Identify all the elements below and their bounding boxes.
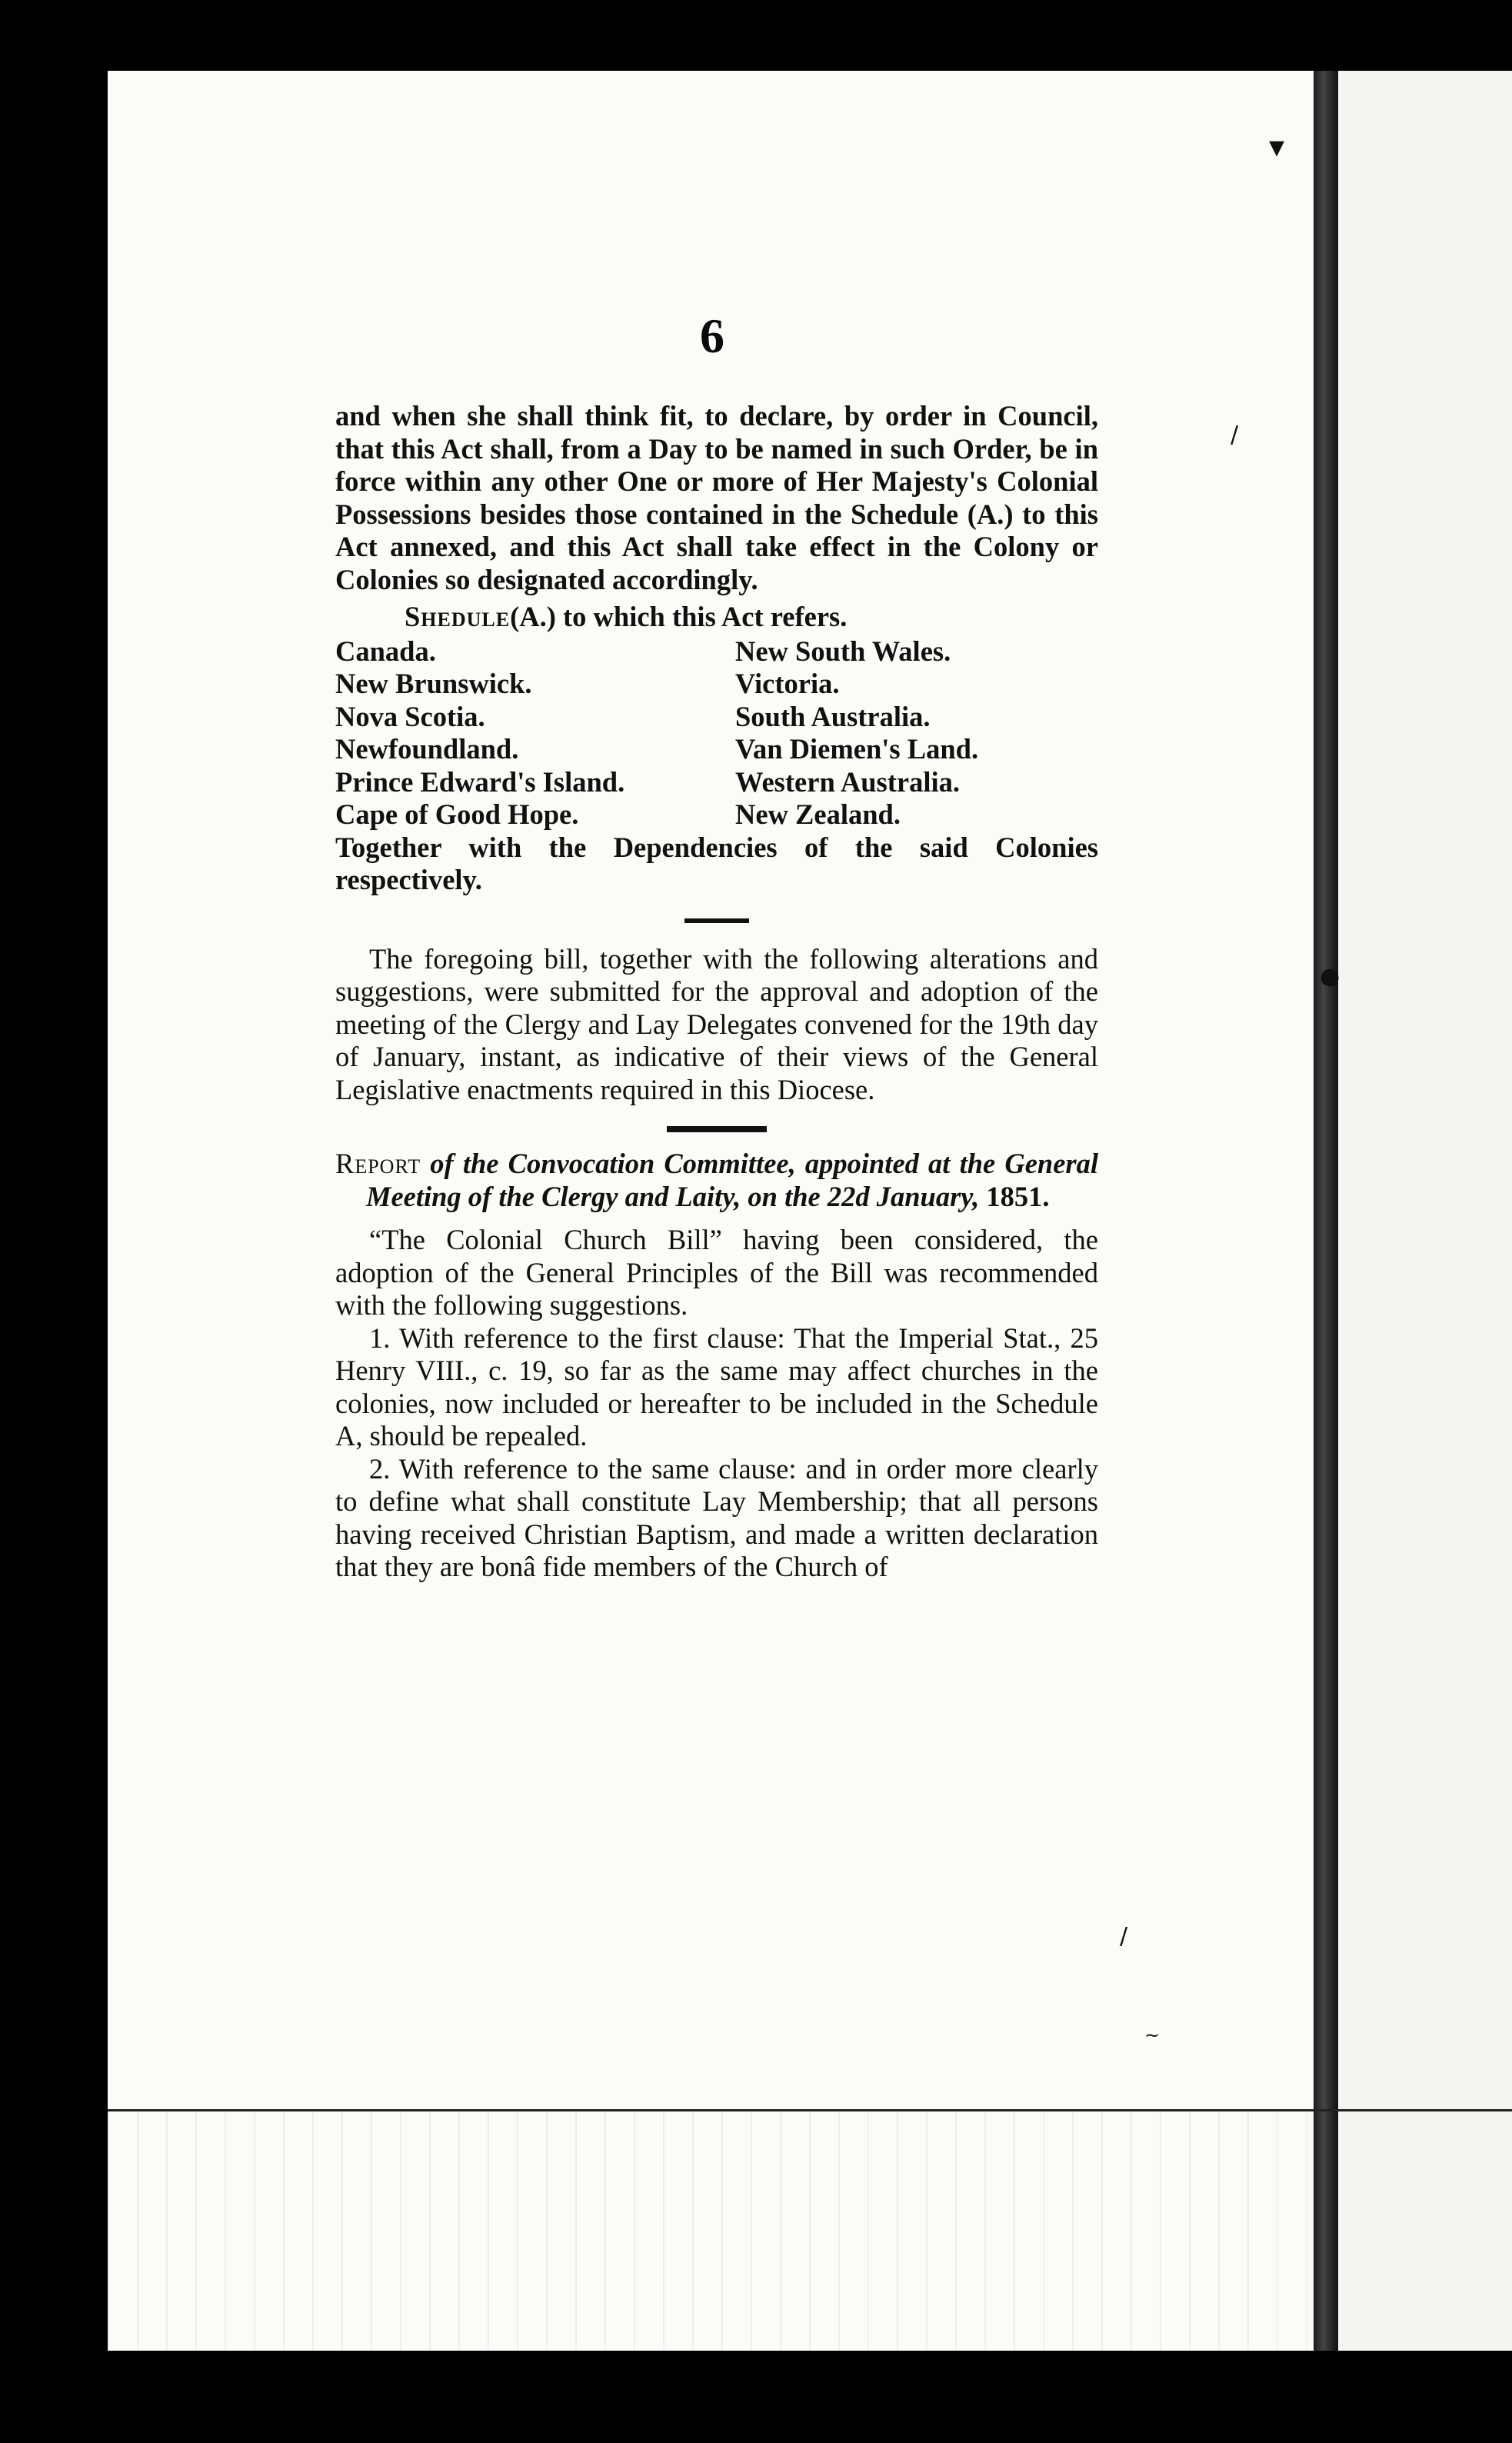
- scan-speck: /: [1231, 422, 1239, 448]
- item-2-paragraph: 2. With reference to the same clause: and in order more clearly to define what shall constitute Lay Membership; that all persons having received Christian Baptism, and made a written declaration that they are bonâ fide members of the Church of: [335, 1452, 1098, 1582]
- schedule-item: South Australia.: [735, 700, 931, 732]
- schedule-item: Nova Scotia.: [335, 700, 485, 732]
- continuation-paragraph: and when she shall think fit, to declare, by order in Council, that this Act shall, from a Day to be named in such Order, be in force within any other One or more of Her Majesty's Colonial Possessions besides those contained in the Schedule (A.) to this Act annexed, and this Act shall take effect in the Colony or Colonies so designated accordingly.: [335, 400, 1098, 595]
- page-text: [335, 400, 1098, 1584]
- schedule-item: Victoria.: [735, 668, 840, 699]
- page-number: 6: [700, 308, 724, 363]
- schedule-item: Canada.: [335, 635, 436, 667]
- schedule-heading: [405, 601, 1098, 634]
- scan-speck: ▾: [1269, 129, 1285, 165]
- schedule-item: New South Wales.: [735, 635, 951, 667]
- report-heading-text: of the Convocation Committee, appointed at the General Meeting of the Clergy and Laity, on the 22d January,: [366, 1148, 1099, 1212]
- adjacent-page-edge: [1338, 71, 1512, 2351]
- schedule-heading-rest: (A.) to which this Act refers.: [510, 601, 848, 632]
- report-year: 1851.: [986, 1180, 1050, 1212]
- section-divider: [684, 918, 749, 923]
- report-heading: [335, 1148, 1098, 1213]
- schedule-item: New Brunswick.: [335, 668, 532, 699]
- scan-speck: ~: [1144, 2025, 1161, 2046]
- schedule-left-column: [335, 635, 735, 832]
- schedule-item: Cape of Good Hope.: [335, 798, 579, 830]
- schedule-right-column: [735, 635, 1098, 832]
- scan-speck: /: [1120, 1923, 1128, 1950]
- together-paragraph: Together with the Dependencies of the said Colonies respectively.: [335, 831, 1098, 895]
- report-label: Report: [335, 1148, 421, 1179]
- schedule-heading-label: Shedule: [405, 601, 511, 632]
- foregoing-paragraph: The foregoing bill, together with the following alterations and suggestions, were submitted for the approval and adoption of the meeting of the Clergy and Lay Delegates convened for the 19th day of January, instant, as indicative of their views of the General Legislative enactments required in this Diocese.: [335, 942, 1098, 1105]
- schedule-item: New Zealand.: [735, 798, 901, 830]
- page-gutter: [1314, 71, 1338, 2351]
- section-divider: [667, 1126, 767, 1132]
- scan-noise-area: [108, 2111, 1323, 2351]
- scan-speck: ●: [1320, 963, 1340, 990]
- schedule-item: Prince Edward's Island.: [335, 765, 625, 798]
- intro-paragraph: “The Colonial Church Bill” having been considered, the adoption of the General Principles of the Bill was recommended with the following suggestions.: [335, 1224, 1098, 1321]
- schedule-list: [335, 635, 1098, 832]
- schedule-item: Western Australia.: [735, 765, 960, 798]
- item-1-paragraph: 1. With reference to the first clause: That the Imperial Stat., 25 Henry VIII., c. 19, so far as the same may affect churches in the colonies, now included or hereafter to be included in the Schedule A, should be repealed.: [335, 1321, 1098, 1451]
- schedule-item: Newfoundland.: [335, 733, 519, 765]
- schedule-item: Van Diemen's Land.: [735, 733, 979, 765]
